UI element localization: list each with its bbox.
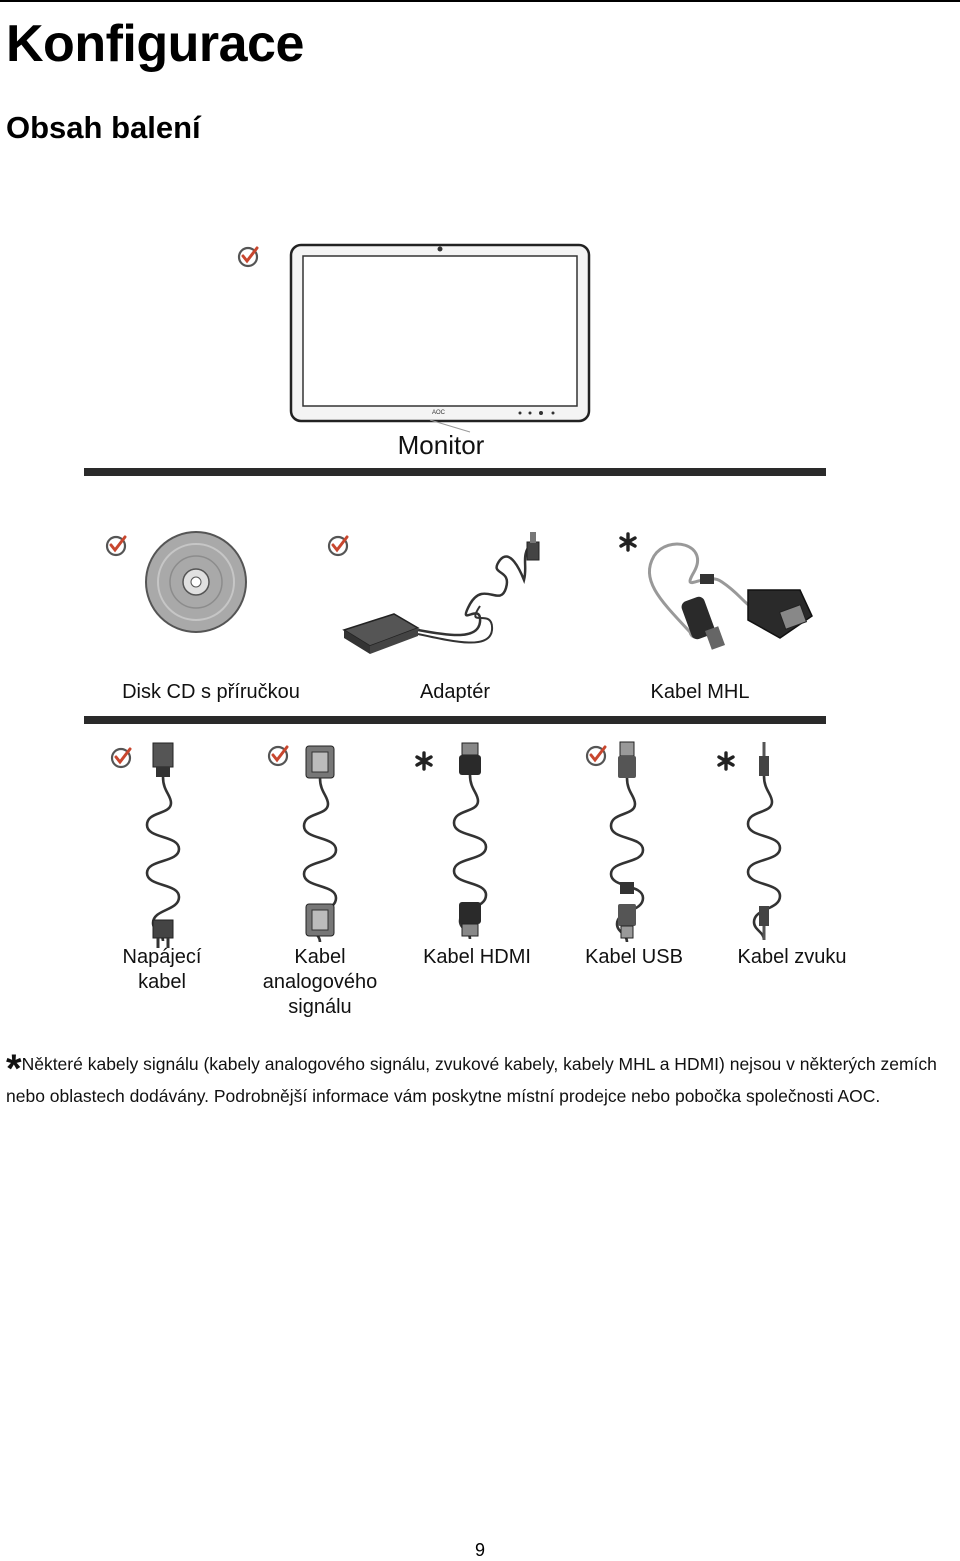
page-number: 9 — [474, 1540, 485, 1560]
package-illustration — [0, 160, 960, 1040]
usb-cable-illustration — [587, 742, 643, 942]
usb-cable-label: Kabel USB — [585, 946, 683, 968]
footnote-text: Některé kabely signálu (kabely analogového signálu, zvukové kabely, kabely MHL a HDMI) nejsou v některých zemích nebo oblastech dodávány. Podrobnější informace vám poskytne místní prodejce nebo pobočka společnosti AOC. — [6, 1054, 937, 1106]
divider-bar — [84, 716, 826, 724]
power-cable-label: Napájecí kabel — [122, 946, 202, 993]
asterisk-icon: * — [6, 1047, 22, 1091]
mhl-cable-illustration — [621, 534, 812, 650]
checkmark-icon — [107, 537, 125, 555]
adapter-illustration — [329, 532, 539, 654]
page-title: Konfigurace — [6, 15, 304, 73]
cd-illustration — [107, 532, 246, 632]
hdmi-cable-illustration — [417, 743, 486, 939]
asterisk-icon — [719, 753, 733, 769]
asterisk-icon — [417, 753, 431, 769]
checkmark-icon — [587, 747, 605, 765]
audio-cable-illustration — [719, 742, 780, 940]
cd-label: Disk CD s příručkou — [122, 681, 300, 703]
checkmark-icon — [269, 747, 287, 765]
footnote — [6, 1048, 956, 1112]
asterisk-icon — [621, 534, 635, 550]
svg-text:AOC: AOC — [432, 410, 446, 416]
power-cable-illustration — [112, 743, 179, 948]
package-contents-figure — [0, 160, 960, 1040]
monitor-label: Monitor — [397, 430, 485, 460]
divider-bar — [84, 468, 826, 476]
checkmark-icon — [329, 537, 347, 555]
hdmi-cable-label: Kabel HDMI — [423, 946, 531, 968]
checkmark-icon — [112, 749, 130, 767]
monitor-illustration — [239, 245, 589, 432]
adapter-label: Adaptér — [419, 681, 491, 703]
mhl-label: Kabel MHL — [650, 681, 750, 703]
top-rule — [0, 0, 960, 2]
analog-cable-label: Kabel analogového signálu — [262, 946, 378, 1018]
checkmark-icon — [239, 248, 257, 266]
audio-cable-label: Kabel zvuku — [737, 946, 847, 968]
analog-cable-illustration — [269, 746, 336, 942]
section-title: Obsah balení — [6, 110, 201, 145]
